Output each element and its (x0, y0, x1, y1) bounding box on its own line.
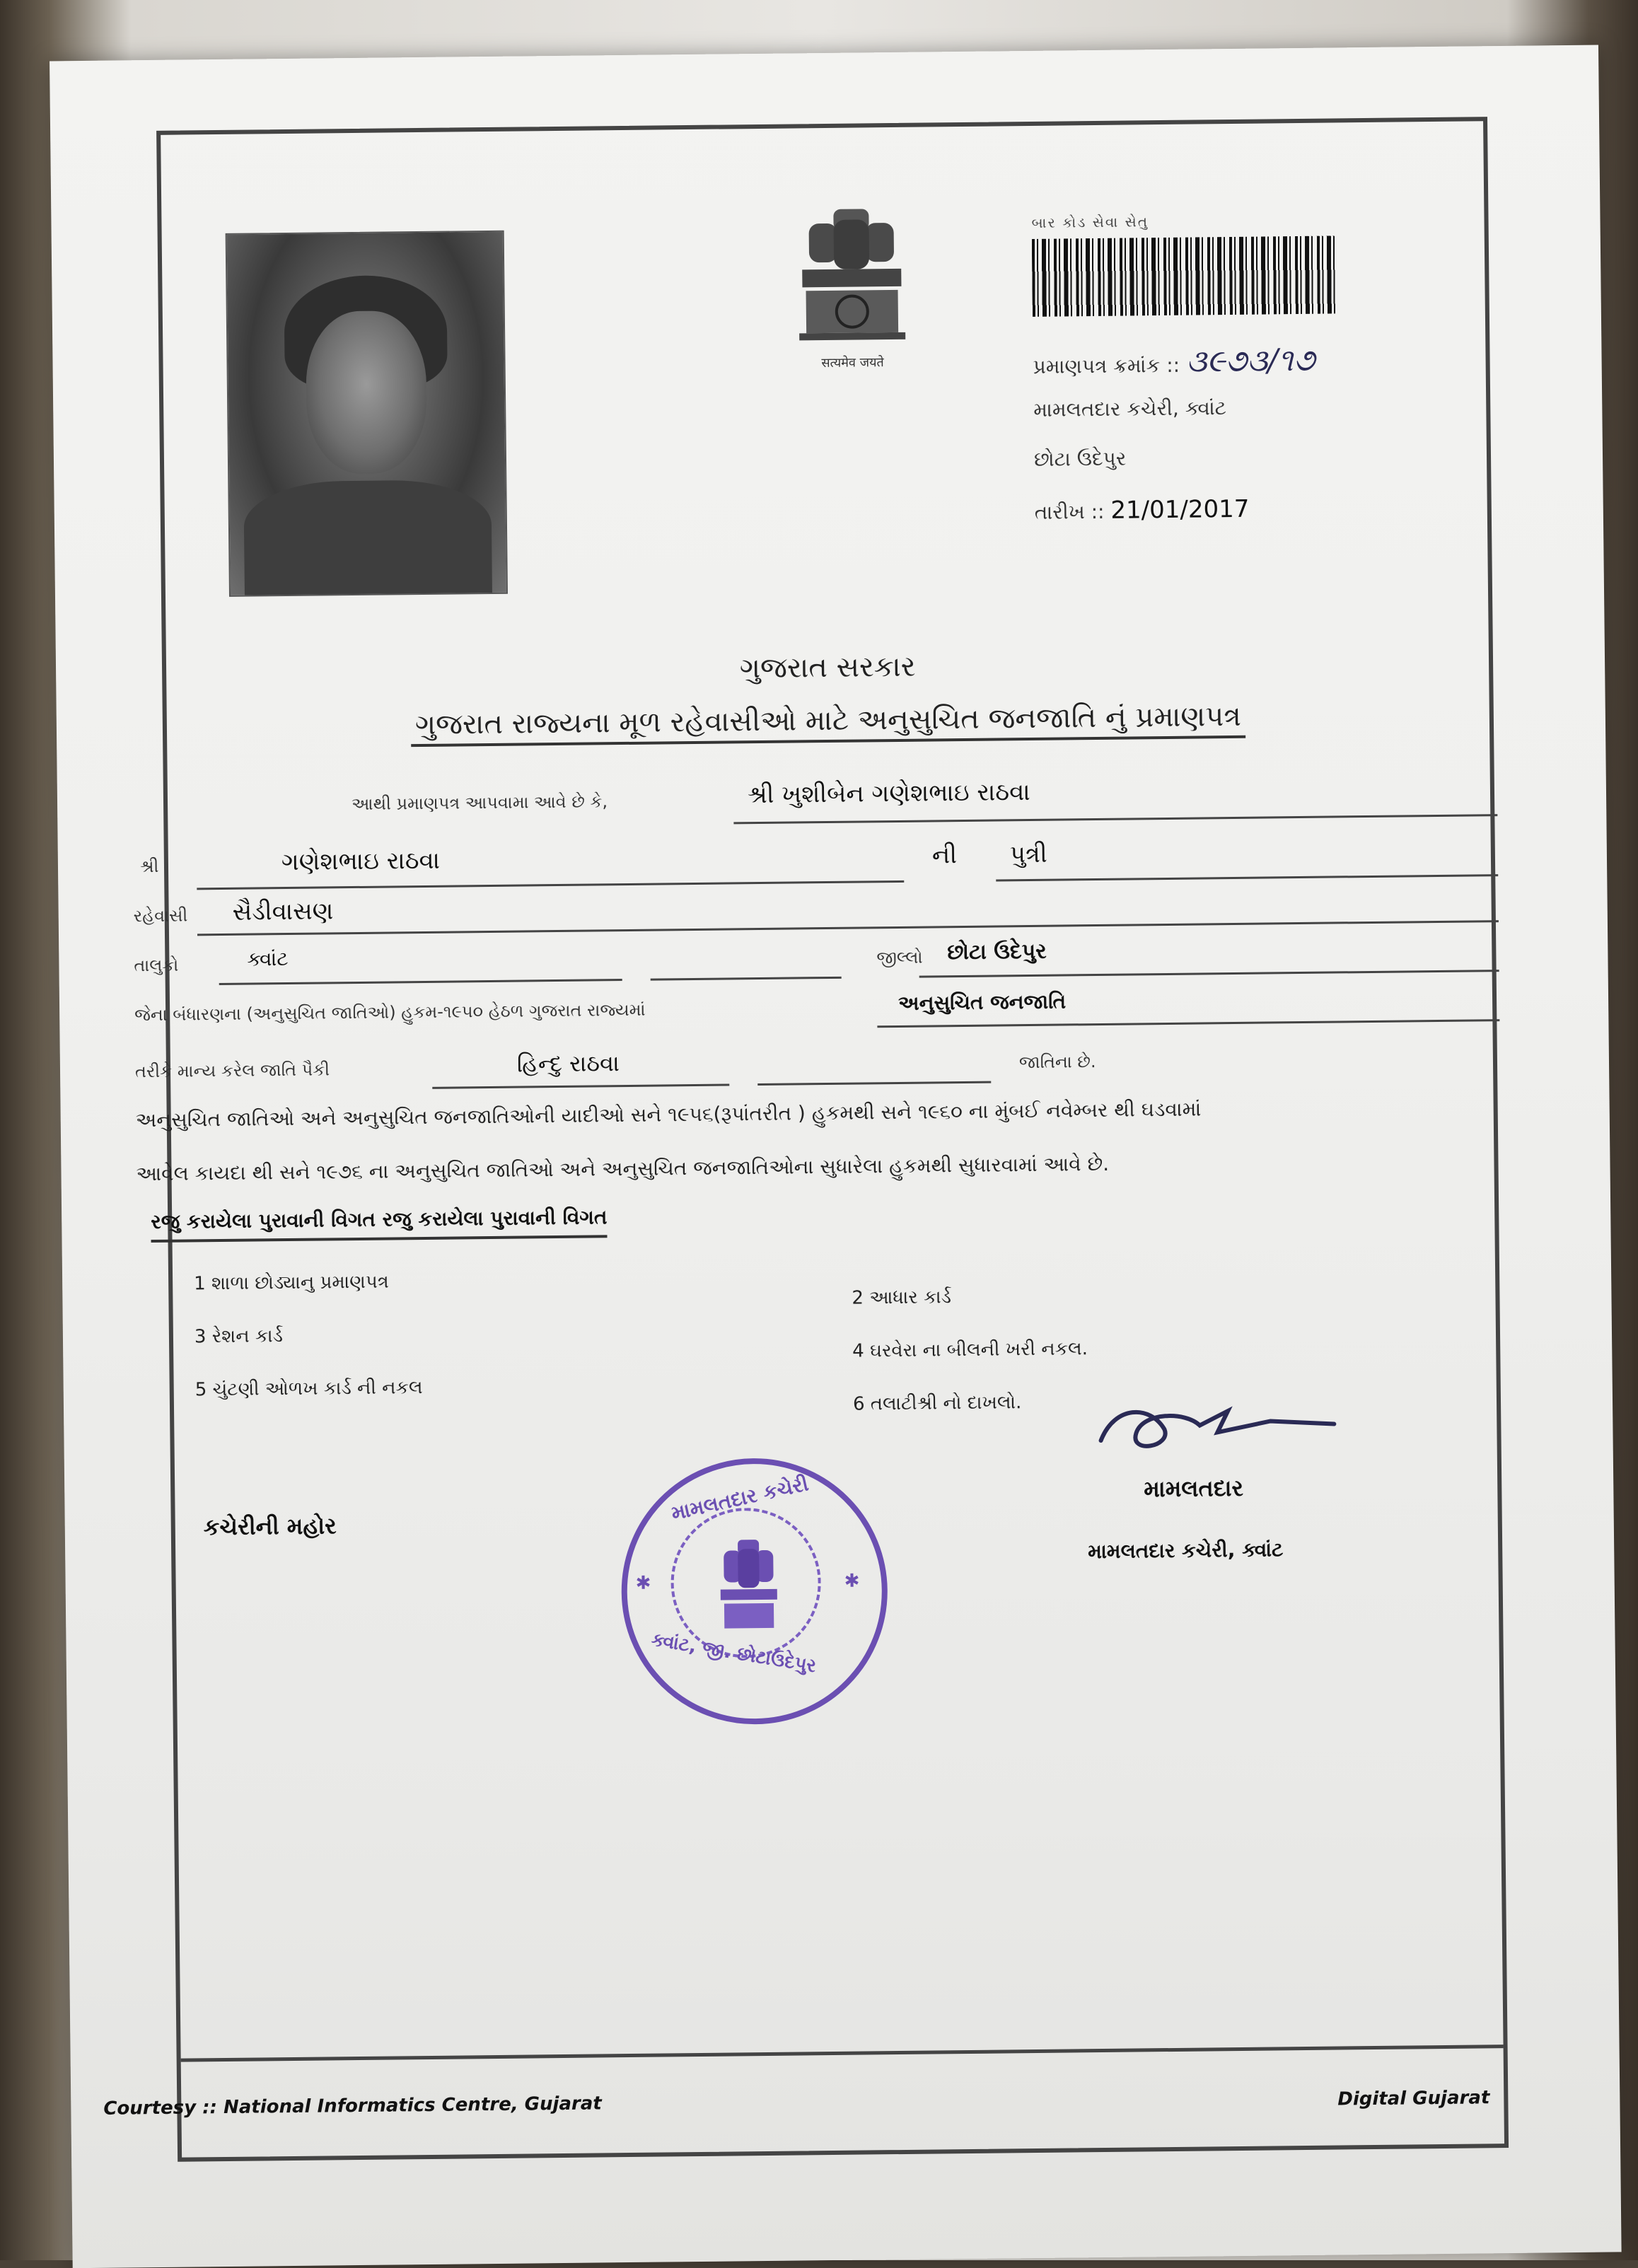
relation-underline (996, 874, 1498, 881)
date-label: તારીખ :: (1034, 499, 1105, 524)
signature-icon (1086, 1388, 1342, 1469)
barcode-label: બાર કોડ સેવા સેતુ (1031, 213, 1149, 231)
taluka-underline (219, 979, 622, 985)
father-underline (197, 880, 904, 890)
seal-top-text: મામલતદાર કચેરી (669, 1472, 811, 1525)
proof-item: 4 ઘરવેરા ના બીલની ખરી નકલ. (852, 1338, 1088, 1362)
taluka-value: ક્વાંટ (247, 947, 289, 971)
proof-item: 3 રેશન કાર્ડ (194, 1325, 284, 1348)
name-underline (733, 814, 1497, 824)
district-value: છોટા ઉદેપુર (947, 938, 1047, 965)
office-line-1: મામલતદાર કચેરી, ક્વાંટ (1033, 396, 1227, 421)
intro-label: આથી પ્રમાણપત્ર આપવામા આવે છે કે, (351, 791, 608, 815)
resident-value: સૈડીવાસણ (232, 897, 334, 926)
proof-item: 2 આધાર કાર્ડ (852, 1286, 952, 1309)
barcode (1032, 235, 1337, 316)
caste-value: હિન્દુ રાઠવા (516, 1049, 620, 1078)
category-value: અનુસુચિત જનજાતિ (898, 989, 1067, 1015)
proofs-heading: રજુ કરાયેલા પુરાવાની વિગત રજુ કરાયેલા પુરાવાની વિગત (151, 1205, 608, 1243)
relation-value: પુત્રી (1009, 839, 1047, 869)
proof-item: 1 શાળા છોડ્યાનુ પ્રમાણપત્ર (194, 1271, 389, 1295)
district-underline (919, 970, 1499, 978)
national-emblem-icon (784, 202, 919, 351)
order-label: જેના બંધારણના (અનુસુચિત જાતિઓ) હુકમ-૧૯૫૦ હેઠળ ગુજરાત રાજ્યમાં (134, 999, 646, 1025)
category-underline (877, 1019, 1499, 1028)
applicant-name: શ્રી ખુશીબેન ગણેશભાઇ રાઠવા (747, 778, 1030, 810)
office-seal-stamp: મામલતદાર કચેરી ક્વાંટ, જી. છોટાઉદેપુર ✱ ✱ (620, 1457, 878, 1714)
resident-underline (197, 920, 1499, 936)
proof-item: 6 તલાટીશ્રી નો દાખલો. (852, 1392, 1022, 1415)
certificate-frame (103, 117, 1509, 2162)
certificate-number-row (1033, 342, 1315, 381)
district-label: જીલ્લો (876, 947, 923, 968)
signatory-office: મામલતદાર કચેરી, ક્વાંટ (1088, 1537, 1284, 1564)
father-name: ગણેશભાઇ રાઠવા (281, 846, 441, 877)
office-seal-label: કચેરીની મહોર (203, 1512, 337, 1541)
paragraph-line-1: અનુસુચિત જાતિઓ અને અનુસુચિત જનજાતિઓની યાદીઓ સને ૧૯૫૬(રૂપાંતરીત ) હુકમથી સને ૧૯૬૦ ના મુંબઈ નવેમ્બર થી ઘડવામાં (135, 1097, 1202, 1132)
applicant-photo (226, 231, 508, 597)
relation-label: ની (931, 841, 958, 870)
date-row (1035, 495, 1250, 525)
legal-paragraph (135, 1079, 1501, 1201)
footer-courtesy: Courtesy :: National Informatics Centre, Gujarat (103, 2093, 602, 2119)
office-line-2: છોટા ઉદેપુર (1033, 446, 1127, 471)
footer-brand: Digital Gujarat (1337, 2087, 1490, 2110)
taluka-label: તાલુકો (134, 955, 179, 976)
certificate-paper (50, 45, 1622, 2268)
resident-label: રહેવાસી (133, 905, 188, 926)
emblem-caption: सत्यमेव जयते (821, 355, 884, 371)
date-value: 21/01/2017 (1110, 494, 1250, 525)
seal-emblem-icon (713, 1536, 784, 1636)
footer-divider (181, 2045, 1504, 2062)
blank-underline (651, 977, 842, 981)
proof-item: 5 ચુંટણી ઓળખ કાર્ડ ની નકલ (194, 1377, 423, 1401)
recognized-label: તરીકે માન્ય કરેલ જાતિ પૈકી (134, 1059, 330, 1082)
certificate-title: ગુજરાત રાજ્યના મૂળ રહેવાસીઓ માટે અનુસુચિત જનજાતિ નું પ્રમાણપત્ર (167, 697, 1489, 744)
certificate-number-value: ૩૯૭૩/૧૭ (1185, 342, 1315, 380)
government-title: ગુજરાત સરકાર (739, 650, 916, 685)
seal-bottom-text: ક્વાંટ, જી. છોટાઉદેપુર (649, 1629, 818, 1677)
caste-suffix: જાતિના છે. (1018, 1052, 1096, 1073)
father-label: શ્રી (139, 856, 159, 877)
certificate-number-label: પ્રમાણપત્ર ક્રમાંક :: (1033, 353, 1180, 378)
paragraph-line-2: આવેલ કાયદા થી સને ૧૯૭૬ ના અનુસુચિત જાતિઓ અને અનુસુચિત જનજાતિઓના સુધારેલા હુકમથી સુધારવામાં આવે છે. (136, 1151, 1110, 1186)
signatory-title: મામલતદાર (1144, 1474, 1244, 1503)
